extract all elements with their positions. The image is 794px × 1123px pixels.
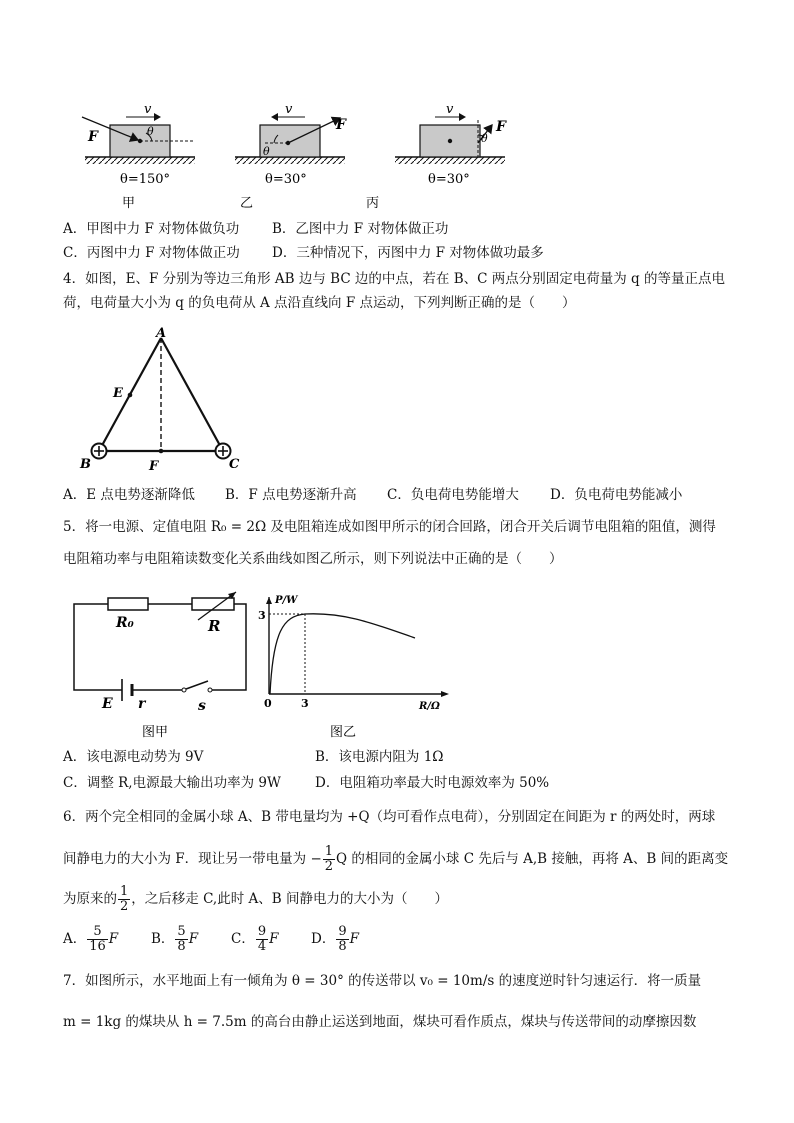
bing-v: v bbox=[446, 102, 454, 117]
q5-stem-line2: 电阻箱功率与电阻箱读数变化关系曲线如图乙所示，则下列说法中正确的是（ ） bbox=[63, 551, 563, 567]
fraction-one-half: $\frac{1}{2}$ bbox=[120, 884, 129, 914]
bing-name: 丙 bbox=[366, 196, 380, 211]
graph-caption: 图乙 bbox=[330, 725, 357, 740]
yi-caption: θ=30° bbox=[265, 172, 307, 187]
q5-power-graph bbox=[255, 592, 455, 742]
vertex-b: B bbox=[80, 457, 91, 472]
circuit-caption: 图甲 bbox=[142, 725, 169, 740]
q5-stem-line1: 5．将一电源、定值电阻 R₀ = 2Ω 及电阻箱连成如图甲所示的闭合回路，闭合开关后调节电阻箱的阻值，测得 bbox=[63, 519, 716, 535]
point-e: E bbox=[113, 386, 123, 401]
yi-theta: θ bbox=[263, 145, 270, 158]
q3-option-c: C．丙图中力 F 对物体做正功 bbox=[63, 245, 240, 261]
power-curve bbox=[270, 614, 415, 694]
fig-bing bbox=[366, 102, 507, 211]
q4-stem-line2: 荷，电荷量大小为 q 的负电荷从 A 点沿直线向 F 点运动，下列判断正确的是（ ） bbox=[63, 295, 576, 311]
label-s: s bbox=[198, 698, 206, 714]
graph-ytick: 3 bbox=[258, 609, 266, 622]
label-r0: R₀ bbox=[116, 615, 134, 631]
graph-ylabel: P/W bbox=[275, 595, 298, 606]
vertex-a: A bbox=[156, 326, 167, 341]
label-r-internal: r bbox=[138, 696, 146, 712]
q4-option-a: A．E 点电势逐渐降低 bbox=[63, 487, 195, 503]
jia-caption: θ=150° bbox=[120, 172, 171, 187]
vertex-c: C bbox=[229, 457, 240, 472]
charge-b-icon bbox=[92, 444, 107, 459]
yi-v: v bbox=[285, 102, 293, 117]
q4-option-c: C．负电荷电势能增大 bbox=[387, 487, 519, 503]
bing-theta: θ bbox=[481, 132, 488, 145]
graph-origin: 0 bbox=[264, 697, 272, 710]
q5-option-c: C．调整 R,电源最大输出功率为 9W bbox=[63, 775, 281, 791]
switch-s bbox=[186, 681, 208, 689]
q4-option-b: B．F 点电势逐渐升高 bbox=[225, 487, 357, 503]
q6-line1: 6．两个完全相同的金属小球 A、B 带电量均为 +Q（均可看作点电荷），分别固定在间距为 r 的两处时，两球 bbox=[63, 809, 716, 825]
yi-name: 乙 bbox=[240, 196, 254, 211]
bing-F: F bbox=[496, 119, 506, 135]
q7-line2: m = 1kg 的煤块从 h = 7.5m 的高台由静止运送到地面，煤块可看作质点，煤块与传送带间的动摩擦因数 bbox=[63, 1014, 697, 1030]
jia-F: F bbox=[88, 129, 98, 145]
q3-figures bbox=[60, 95, 530, 215]
jia-v: v bbox=[144, 102, 152, 117]
q5-option-a: A．该电源电动势为 9V bbox=[63, 749, 204, 765]
q5-option-d: D．电阻箱功率最大时电源效率为 50% bbox=[315, 775, 550, 791]
yi-F: F bbox=[336, 117, 346, 133]
q6-option-c: C． $\frac{9}{4}$ F bbox=[231, 924, 279, 954]
label-e: E bbox=[102, 696, 113, 712]
q4-option-d: D．负电荷电势能减小 bbox=[550, 487, 683, 503]
fraction-one-half: $\frac{1}{2}$ bbox=[324, 844, 334, 874]
q5-circuit-figure bbox=[70, 590, 260, 740]
graph-xlabel: R/Ω bbox=[419, 701, 440, 712]
q6-option-b: B． $\frac{5}{8}$ F bbox=[151, 924, 199, 954]
graph-xtick: 3 bbox=[301, 697, 309, 710]
q6-options bbox=[63, 922, 391, 956]
q3-option-a: A．甲图中力 F 对物体做负功 bbox=[63, 221, 240, 237]
q6-line3: 为原来的 $\frac{1}{2}$ ，之后移走 C,此时 A、B 间静电力的大小为（ ） bbox=[63, 884, 448, 914]
jia-theta: θ bbox=[147, 125, 154, 138]
fig-yi bbox=[235, 102, 347, 211]
q4-stem-line1: 4．如图，E、F 分别为等边三角形 AB 边与 BC 边的中点，若在 B、C 两点分别固定电荷量为 q 的等量正点电 bbox=[63, 271, 725, 287]
q5-option-b: B．该电源内阻为 1Ω bbox=[315, 749, 444, 765]
q6-option-d: D． $\frac{9}{8}$ F bbox=[311, 924, 359, 954]
q7-line1: 7．如图所示，水平地面上有一倾角为 θ = 30° 的传送带以 v₀ = 10m/s 的速度逆时针匀速运行．将一质量 bbox=[63, 973, 702, 989]
bing-caption: θ=30° bbox=[428, 172, 470, 187]
jia-name: 甲 bbox=[122, 196, 136, 211]
q4-triangle-figure bbox=[75, 325, 255, 475]
q6-line2: 间静电力的大小为 F．现让另一带电量为 − $\frac{1}{2}$ Q 的相同的金属小球 C 先后与 A,B 接触，再将 A、B 间的距离变 bbox=[63, 844, 729, 874]
q3-option-d: D．三种情况下，丙图中力 F 对物体做功最多 bbox=[272, 245, 544, 261]
point-f: F bbox=[149, 459, 159, 474]
resistor-r0 bbox=[108, 598, 148, 610]
fig-jia bbox=[82, 102, 195, 211]
q3-option-b: B．乙图中力 F 对物体做正功 bbox=[272, 221, 449, 237]
q6-option-a: A． $\frac{5}{16}$ F bbox=[63, 924, 119, 954]
label-r: R bbox=[208, 617, 221, 635]
